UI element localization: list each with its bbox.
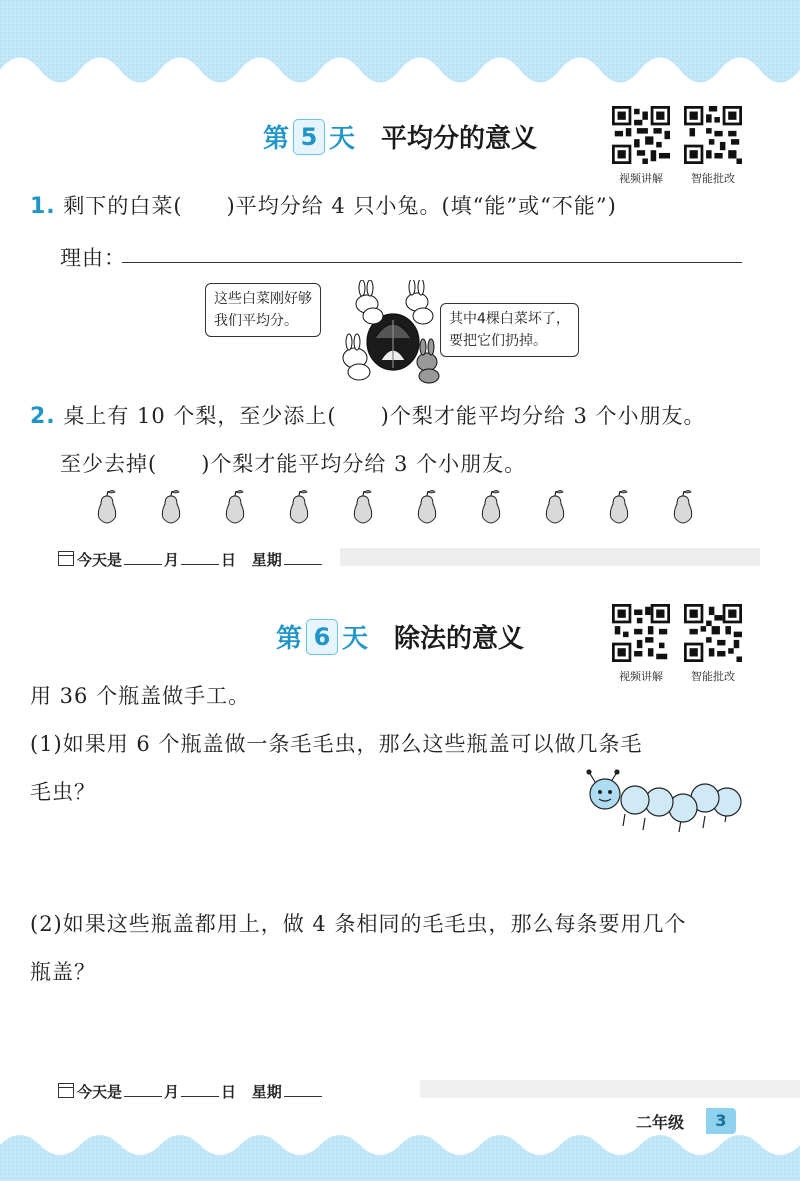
month-blank[interactable]	[124, 550, 162, 565]
month-blank[interactable]	[124, 1082, 162, 1097]
day6-title: 第 6 天 除法的意义	[0, 618, 800, 658]
day5-number-box: 5	[293, 119, 325, 155]
grading-qr-code-icon[interactable]	[684, 604, 742, 662]
pear-icon	[607, 488, 631, 524]
top-wave-banner	[0, 0, 800, 95]
day-blank[interactable]	[181, 1082, 219, 1097]
weekday-blank[interactable]	[284, 550, 322, 565]
pear-icon	[159, 488, 183, 524]
qr-label-video: 视频讲解	[619, 172, 663, 185]
video-qr-code-icon[interactable]	[612, 106, 670, 164]
date-strip-decoration	[340, 548, 760, 566]
qr-label-video: 视频讲解	[619, 670, 663, 683]
question-1: 1. 剩下的白菜( )平均分给 4 只小兔。(填“能”或“不能”)	[30, 194, 617, 219]
question-2-line1: 桌上有 10 个梨，至少添上( )个梨才能平均分给 3 个小朋友。	[63, 404, 706, 428]
grading-qr-code-icon[interactable]	[684, 106, 742, 164]
pear-icon	[223, 488, 247, 524]
calendar-icon	[58, 1083, 74, 1098]
day5-topic: 平均分的意义	[381, 124, 538, 154]
speech-bubble-left: 这些白菜刚好够 我们平均分。	[205, 283, 321, 337]
grade-label: 二年级	[636, 1113, 685, 1132]
page-number: 3	[706, 1108, 736, 1134]
day5-title: 第 5 天 平均分的意义	[0, 118, 800, 158]
pear-icon	[415, 488, 439, 524]
video-qr-code-icon[interactable]	[612, 604, 670, 662]
speech-bubble-right: 其中4棵白菜坏了， 要把它们扔掉。	[440, 303, 579, 357]
qr-label-grading: 智能批改	[691, 670, 735, 683]
weekday-blank[interactable]	[284, 1082, 322, 1097]
day6-topic: 除法的意义	[394, 624, 525, 654]
part-2-line2: 瓶盖？	[30, 960, 96, 984]
reason-answer-line[interactable]	[122, 262, 742, 263]
day6-date-row: 今天是 月 日 星期	[58, 1081, 324, 1102]
day6-intro: 用 36 个瓶盖做手工。	[30, 684, 251, 708]
pear-icon	[479, 488, 503, 524]
calendar-icon	[58, 551, 74, 566]
bottom-wave-banner	[0, 1125, 800, 1181]
reason-label: 理由：	[60, 246, 126, 270]
rabbits-cabbage-illustration	[335, 280, 445, 385]
caterpillar-illustration	[585, 768, 745, 840]
part-2-line1: (2)如果这些瓶盖都用上，做 4 条相同的毛毛虫，那么每条要用几个	[30, 912, 687, 936]
part-1-line2: 毛虫？	[30, 780, 96, 804]
pear-icon	[671, 488, 695, 524]
question-2: 2. 桌上有 10 个梨，至少添上( )个梨才能平均分给 3 个小朋友。	[30, 404, 706, 429]
day-blank[interactable]	[181, 550, 219, 565]
pear-icon	[95, 488, 119, 524]
part-1-line1: (1)如果用 6 个瓶盖做一条毛毛虫，那么这些瓶盖可以做几条毛	[30, 732, 643, 756]
pear-icon	[543, 488, 567, 524]
day5-date-row: 今天是 月 日 星期	[58, 549, 324, 570]
day6-number-box: 6	[306, 619, 338, 655]
question-2-line2: 至少去掉( )个梨才能平均分给 3 个小朋友。	[60, 452, 527, 476]
pear-row	[95, 488, 715, 528]
qr-label-grading: 智能批改	[691, 172, 735, 185]
date-strip-decoration	[420, 1080, 800, 1098]
question-1-text: 剩下的白菜( )平均分给 4 只小兔。(填“能”或“不能”)	[63, 194, 617, 218]
pear-icon	[351, 488, 375, 524]
pear-icon	[287, 488, 311, 524]
